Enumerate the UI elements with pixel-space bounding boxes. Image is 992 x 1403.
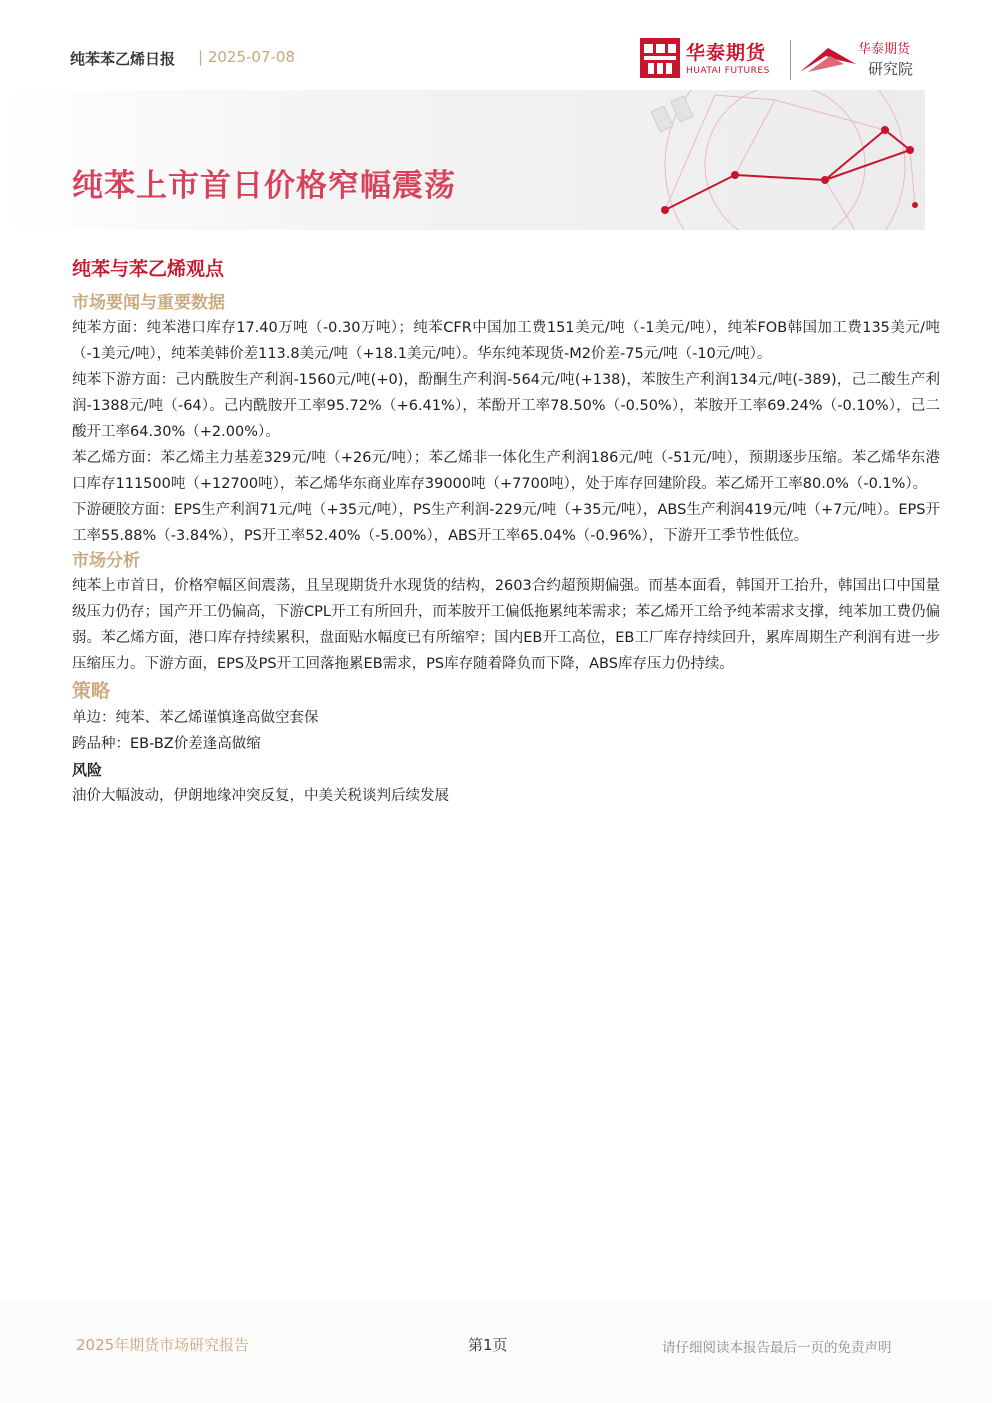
title-banner: [0, 90, 925, 230]
institute-name-line1: 华泰期货: [858, 42, 911, 57]
page-title: 纯苯上市首日价格窄幅震荡: [72, 168, 456, 204]
logo-divider: [790, 40, 791, 80]
page-footer: [0, 1300, 992, 1403]
news-heading: 市场要闻与重要数据: [72, 293, 225, 313]
analysis-paragraph: 纯苯上市首日，价格窄幅区间震荡，且呈现期货升水现货的结构，2603合约超预期偏强。而基本面看，韩国开工抬升，韩国出口中国量级压力仍存；国产开工仍偏高，下游CPL开工有所回升，而苯胺开工偏低拖累纯苯需求；苯乙烯开工给予纯苯需求支撑，纯苯加工费仍偏弱。苯乙烯方面，港口库存持续累积，盘面贴水幅度已有所缩窄；国内EB开工高位，EB工厂库存持续回升，累库周期生产利润有进一步压缩压力。下游方面，EPS及PS开工回落拖累EB需求，PS库存随着降负而下降，ABS库存压力仍持续。: [72, 578, 940, 672]
footer-report-label: 2025年期货市场研究报告: [76, 1336, 250, 1354]
disclaimer-note: 请仔细阅读本报告最后一页的免责声明: [662, 1340, 892, 1356]
company-name-en: HUATAI FUTURES: [686, 66, 770, 76]
news-paragraph-benzene: 纯苯方面：纯苯港口库存17.40万吨（-0.30万吨）；纯苯CFR中国加工费151美元/吨（-1美元/吨），纯苯FOB韩国加工费135美元/吨（-1美元/吨），纯苯美韩价差113.8美元/吨（+18.1美元/吨）。华东纯苯现货-M2价差-75元/吨（-10元/吨）。: [72, 320, 940, 362]
news-paragraph-styrene: 苯乙烯方面：苯乙烯主力基差329元/吨（+26元/吨）；苯乙烯非一体化生产利润186元/吨（-51元/吨），预期逐步压缩。苯乙烯华东港口库存111500吨（+12700吨），苯乙烯华东商业库存39000吨（+7700吨），处于库存回建阶段。苯乙烯开工率80.0%（-0.1%）。: [72, 450, 940, 492]
page-number: 第1页: [468, 1336, 508, 1354]
strategy-single: 单边：纯苯、苯乙烯谨慎逢高做空套保: [72, 710, 319, 726]
report-header: [70, 40, 630, 80]
company-name-cn: 华泰期货: [686, 42, 767, 64]
analysis-heading: 市场分析: [72, 551, 140, 571]
risk-text: 油价大幅波动，伊朗地缘冲突反复，中美关税谈判后续发展: [72, 788, 449, 804]
institute-logo-icon: [798, 42, 858, 76]
company-logo: [640, 38, 930, 84]
network-graphic-icon: [625, 90, 925, 230]
strategy-heading: 策略: [72, 680, 111, 702]
report-name: 纯苯苯乙烯日报: [70, 50, 176, 68]
strategy-cross: 跨品种：EB-BZ价差逢高做缩: [72, 736, 261, 752]
section-title: 纯苯与苯乙烯观点: [72, 258, 225, 280]
huatai-logo-icon: [640, 38, 680, 78]
report-body: [72, 255, 940, 809]
institute-name-line2: 研究院: [868, 60, 914, 78]
report-date: | 2025-07-08: [198, 48, 295, 66]
news-paragraph-benzene-downstream: 纯苯下游方面：己内酰胺生产利润-1560元/吨(+0)，酚酮生产利润-564元/吨(+138)，苯胺生产利润134元/吨(-389)，己二酸生产利润-1388元/吨（-64）。己内酰胺开工率95.72%（+6.41%），苯酚开工率78.50%（-0.50%），苯胺开工率69.24%（-0.10%），己二酸开工率64.30%（+2.00%）。: [72, 372, 940, 440]
news-paragraph-hard-plastics: 下游硬胶方面：EPS生产利润71元/吨（+35元/吨），PS生产利润-229元/吨（+35元/吨），ABS生产利润419元/吨（+7元/吨）。EPS开工率55.88%（-3.84%），PS开工率52.40%（-5.00%），ABS开工率65.04%（-0.96%），下游开工季节性低位。: [72, 502, 940, 544]
risk-heading: 风险: [72, 761, 103, 779]
